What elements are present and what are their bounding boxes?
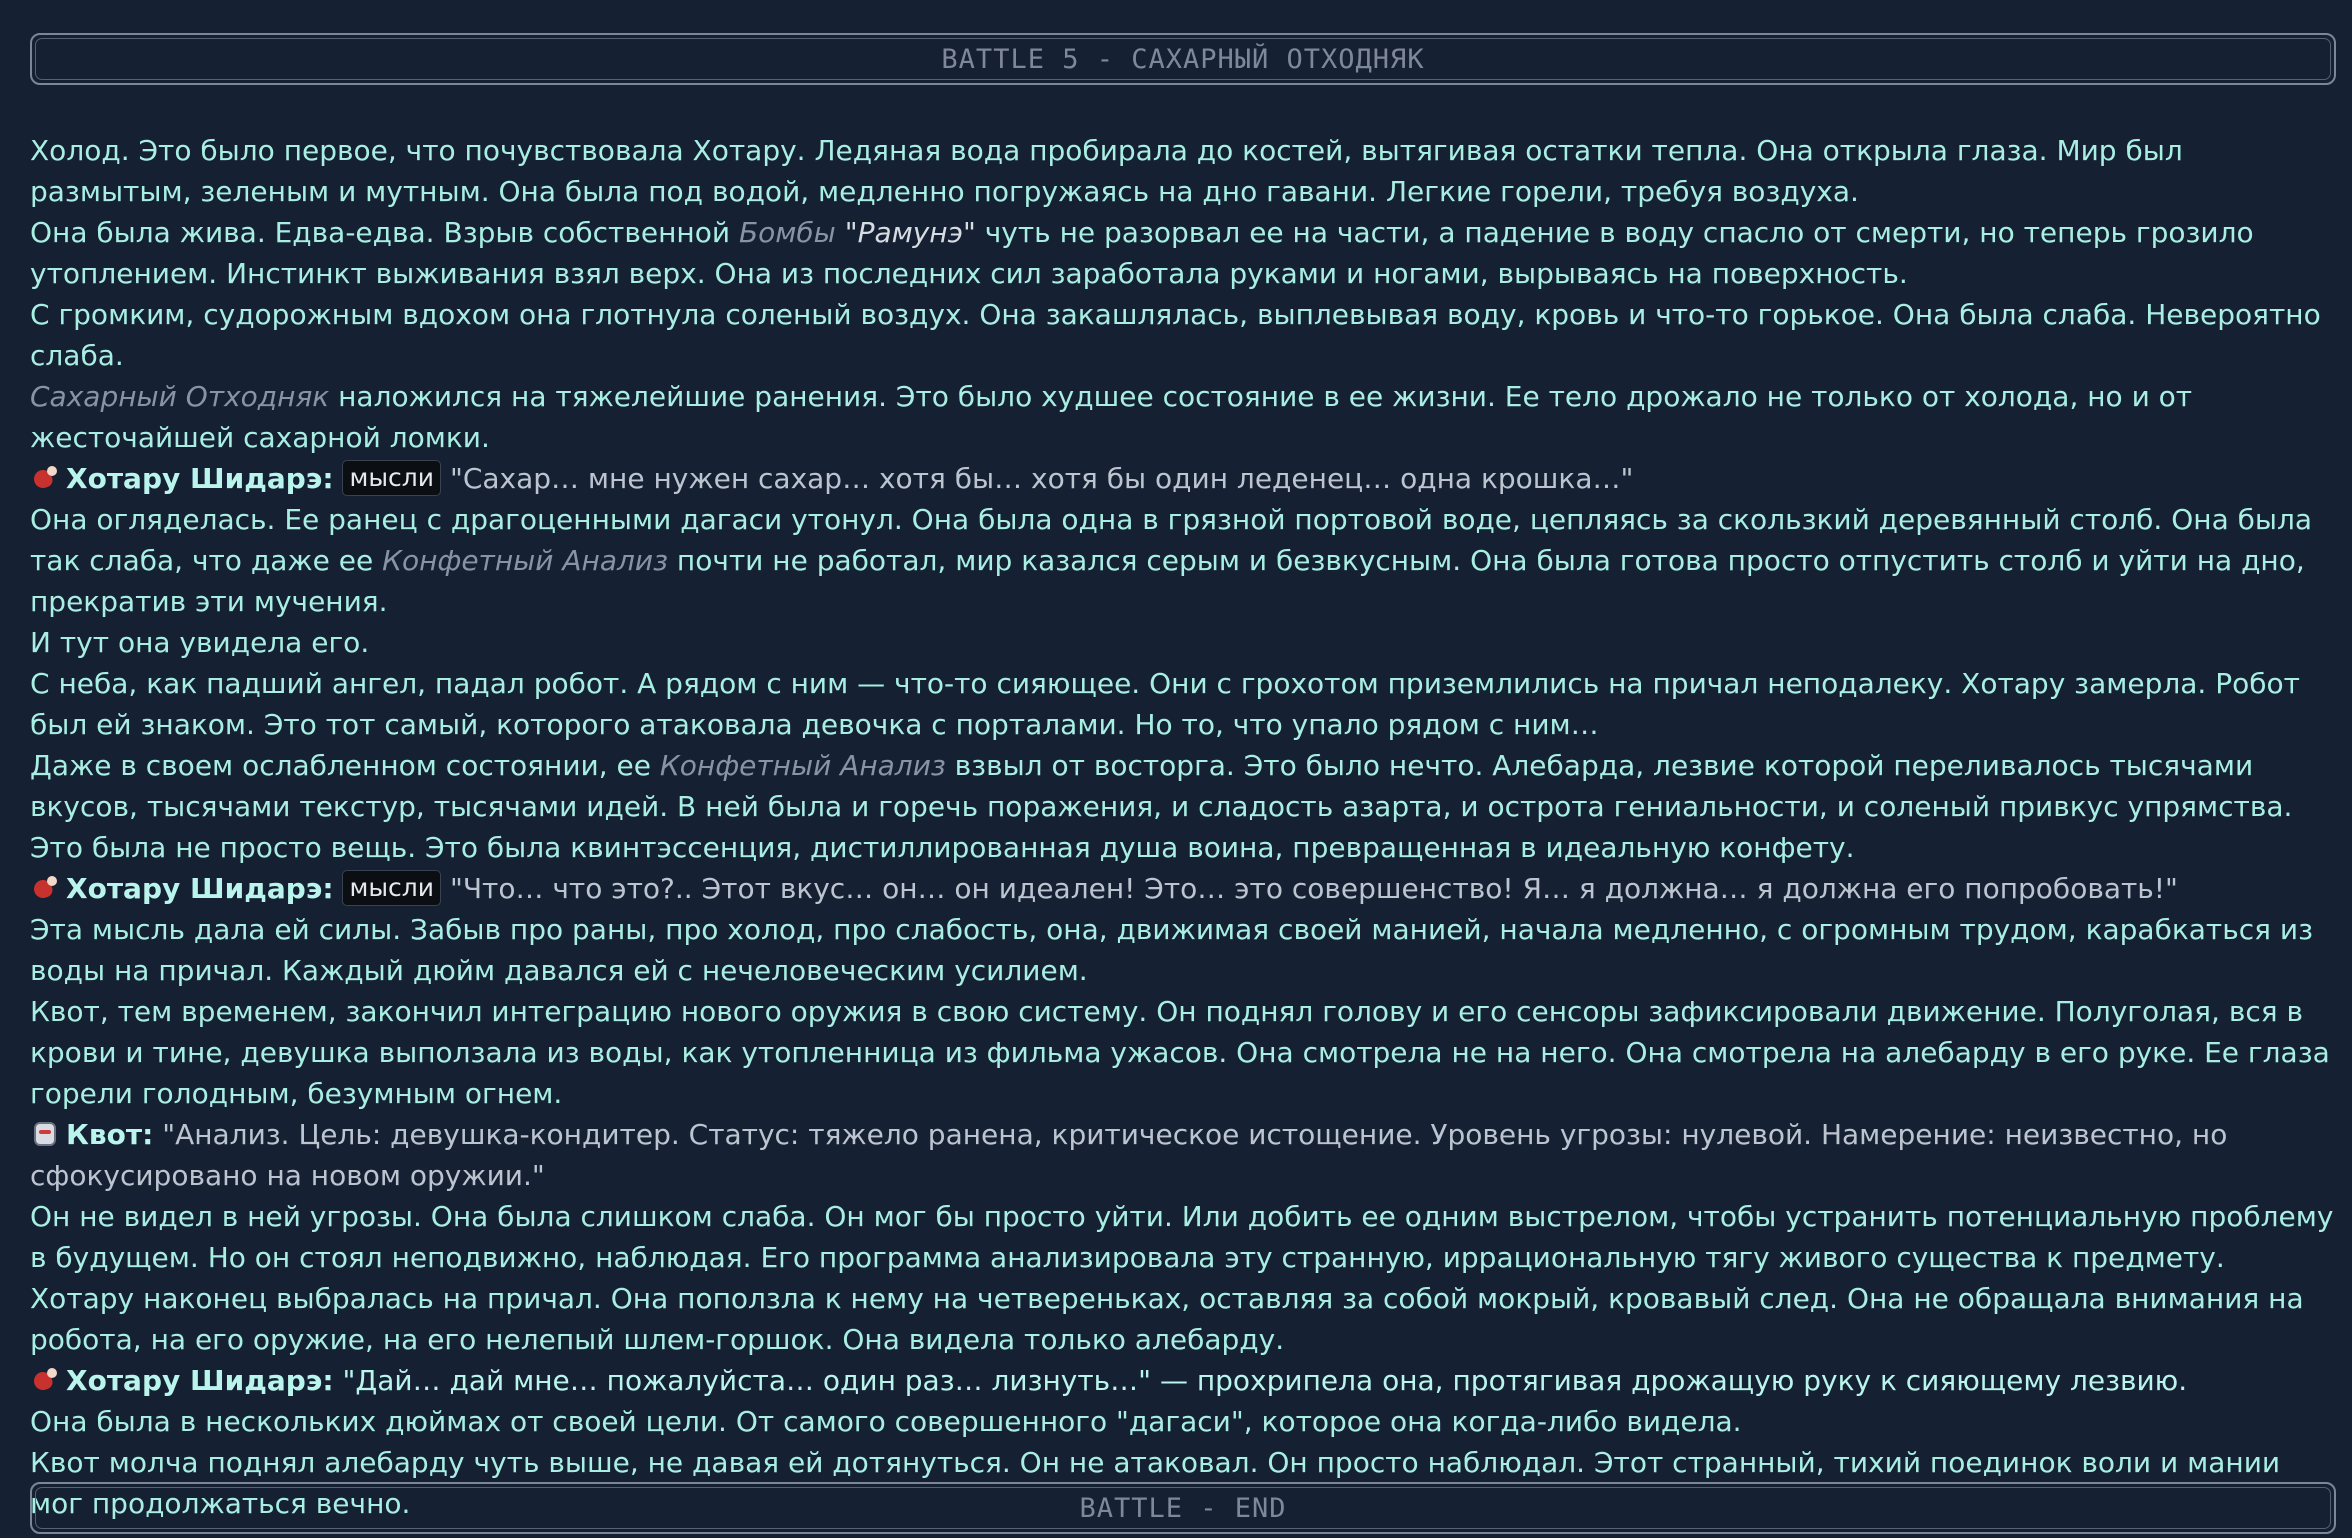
dialogue-text: "Что… что это?.. Этот вкус… он… он идеален! Это… это совершенство! Я… я должна… я должна его попробовать!" xyxy=(449,872,2178,905)
speaker-name: Квот: xyxy=(66,1118,154,1151)
story-log xyxy=(30,130,2340,1524)
narration-paragraph: Она была в нескольких дюймах от своей цели. От самого совершенного "дагаси", которое она когда-либо видела. xyxy=(30,1405,1742,1438)
thoughts-tag: мысли xyxy=(342,870,441,906)
narration-paragraph: Он не видел в ней угрозы. Она была слишком слаба. Он мог бы просто уйти. Или добить ее одним выстрелом, чтобы устранить потенциальную проблему в будущем. Но он стоял неподвижно, наблюдая. Его программа анализировала эту странную, иррациональную тягу живого существа к предмету. xyxy=(30,1200,2334,1274)
narration-paragraph: С неба, как падший ангел, падал робот. А рядом с ним — что-то сияющее. Они с грохотом приземлились на причал неподалеку. Хотару замерла. Робот был ей знаком. Это тот самый, которого атаковала девочка с порталами. Но то, что упало рядом с ним… xyxy=(30,667,2300,741)
dialogue-text: "Дай… дай мне… пожалуйста… один раз… лизнуть…" — прохрипела она, протягивая дрожащую руку к сияющему лезвию. xyxy=(342,1364,2188,1397)
narration-paragraph xyxy=(30,376,2340,458)
speaker-name: Хотару Шидарэ: xyxy=(66,1364,334,1397)
narration-text: наложился на тяжелейшие ранения. Это было худшее состояние в ее жизни. Ее тело дрожало не только от холода, но и от жесточайшей сахарной ломки. xyxy=(30,380,2193,454)
narration-paragraph: С громким, судорожным вдохом она глотнула соленый воздух. Она закашлялась, выплевывая воду, кровь и что-то горькое. Она была слаба. Невероятно слаба. xyxy=(30,298,2321,372)
status-reference: Сахарный Отходняк xyxy=(30,380,330,413)
narration-text: чуть не разорвал ее на части, а падение в воду спасло от смерти, но теперь грозило утоплением. Инстинкт выживания взял верх. Она из последних сил заработала руками и ногами, вырываясь на поверхность. xyxy=(30,216,2254,290)
narration-text: Она была жива. Едва-едва. Взрыв собственной xyxy=(30,216,739,249)
narration-paragraph: Квот, тем временем, закончил интеграцию нового оружия в свою систему. Он поднял голову и его сенсоры зафиксировали движение. Полуголая, вся в крови и тине, девушка выползала из воды, как утопленница из фильма ужасов. Она смотрела не на него. Она смотрела на алебарду в его руке. Ее глаза горели голодным, безумным огнем. xyxy=(30,995,2330,1110)
narration-text: взвыл от восторга. Это было нечто. Алебарда, лезвие которой переливалось тысячами вкусов, тысячами текстур, тысячами идей. В ней была и горечь поражения, и сладость азарта, и острота гениальности, и соленый привкус упрямства. Это была не просто вещь. Это была квинтэссенция, дистиллированная душа воина, превращенная в идеальную конфету. xyxy=(30,749,2293,864)
narration-paragraph: Холод. Это было первое, что почувствовала Хотару. Ледяная вода пробирала до костей, вытягивая остатки тепла. Она открыла глаза. Мир был размытым, зеленым и мутным. Она была под водой, медленно погружаясь на дно гавани. Легкие горели, требуя воздуха. xyxy=(30,134,2183,208)
battle-footer-title: BATTLE - END xyxy=(1079,1492,1287,1524)
hotaru-avatar-icon xyxy=(30,1365,60,1395)
item-reference: "Рамунэ" xyxy=(844,216,976,249)
narration-text: Даже в своем ослабленном состоянии, ее xyxy=(30,749,660,782)
narration-paragraph: Хотару наконец выбралась на причал. Она поползла к нему на четвереньках, оставляя за собой мокрый, кровавый след. Она не обращала внимания на робота, на его оружие, на его нелепый шлем-горшок. Она видела только алебарду. xyxy=(30,1282,2304,1356)
narration-text: почти не работал, мир казался серым и безвкусным. Она была готова просто отпустить столб и уйти на дно, прекратив эти мучения. xyxy=(30,544,2305,618)
narration-text: Она огляделась. Ее ранец с драгоценными дагаси утонул. Она была одна в грязной портовой воде, цепляясь за скользкий деревянный столб. Она была так слаба, что даже ее xyxy=(30,503,2313,577)
speaker-name: Хотару Шидарэ: xyxy=(66,462,334,495)
battle-footer-banner xyxy=(30,1482,2336,1534)
hotaru-avatar-icon xyxy=(30,463,60,493)
battle-header-banner xyxy=(30,33,2336,85)
narration-paragraph xyxy=(30,212,2340,294)
item-reference: Бомбы xyxy=(738,216,836,249)
battle-header-title: BATTLE 5 - САХАРНЫЙ ОТХОДНЯК xyxy=(941,43,1425,75)
dialogue-text: "Анализ. Цель: девушка-кондитер. Статус: тяжело ранена, критическое истощение. Уровень угрозы: нулевой. Намерение: неизвестно, но сфокусировано на новом оружии." xyxy=(30,1118,2228,1192)
narration-paragraph: Эта мысль дала ей силы. Забыв про раны, про холод, про слабость, она, движимая своей манией, начала медленно, с огромным трудом, карабкаться из воды на причал. Каждый дюйм давался ей с нечеловеческим усилием. xyxy=(30,913,2313,987)
dialogue-line xyxy=(30,1360,2340,1401)
robot-avatar-icon xyxy=(30,1119,60,1149)
dialogue-line xyxy=(30,458,2340,499)
dialogue-text: "Сахар… мне нужен сахар… хотя бы… хотя бы один леденец… одна крошка…" xyxy=(449,462,1634,495)
skill-reference: Конфетный Анализ xyxy=(659,749,946,782)
speaker-name: Хотару Шидарэ: xyxy=(66,872,334,905)
narration-paragraph: Квот молча поднял алебарду чуть выше, не давая ей дотянуться. Он не атаковал. Он просто наблюдал. Этот странный, тихий поединок воли и мании мог продолжаться вечно. xyxy=(30,1446,2281,1520)
narration-paragraph xyxy=(30,745,2340,868)
skill-reference: Конфетный Анализ xyxy=(382,544,668,577)
narration-paragraph: И тут она увидела его. xyxy=(30,626,370,659)
dialogue-line xyxy=(30,1114,2340,1196)
dialogue-line xyxy=(30,868,2340,909)
hotaru-avatar-icon xyxy=(30,873,60,903)
thoughts-tag: мысли xyxy=(342,460,441,496)
narration-paragraph xyxy=(30,499,2340,622)
